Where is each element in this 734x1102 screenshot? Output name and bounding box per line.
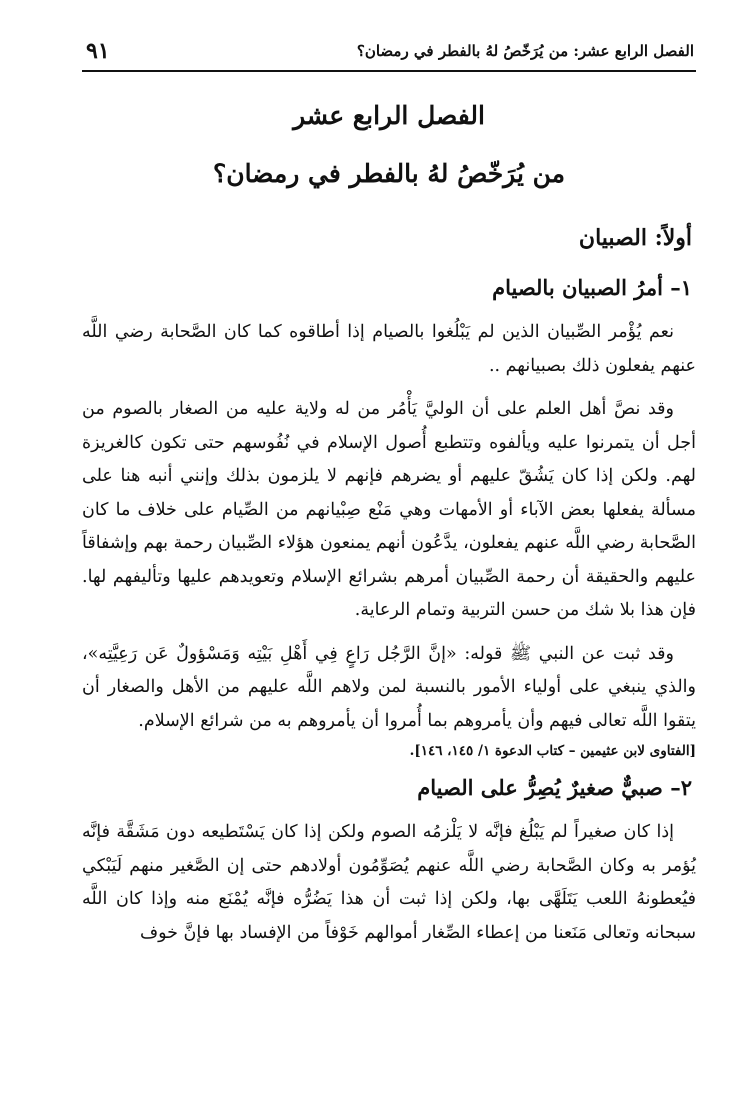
subsection-heading: ١– أمرُ الصبيان بالصيام <box>492 275 692 300</box>
paragraph: وقد نصَّ أهل العلم على أن الوليَّ يَأْمُر من له ولاية عليه من الصغار بالصوم من أجل أن يتمرنوا عليه ويألفوه وتتطبع أُصول الإسلام في نُفُوسهم حتى تكون كالغريزة لهم. ولكن إذا كان يَشُقّ عليهم أو يضرهم فإنهم لا يلزمون بذلك وإنني أنبه هنا على مسألة يفعلها بعض الآباء أو الأمهات وهي مَنْع صِبْيانهم من الصِّيام على خلاف ما كان الصَّحابة رضي اللَّه عنهم يفعلون، يدَّعُون أنهم يمنعون هؤلاء الصِّبيان رحمة بهم وإشفاقاً عليهم والحقيقة أن رحمة الصِّبيان أمرهم بشرائع الإسلام وتعويدهم عليها وتأليفهم لها. فإن هذا بلا شك من حسن التربية وتمام الرعاية. <box>82 399 696 620</box>
chapter-title: الفصل الرابع عشر <box>293 101 485 130</box>
paragraph: إذا كان صغيراً لم يَبْلُغ فإنَّه لا يَلْزمُه الصوم ولكن إذا كان يَسْتَطيعه دون مَشَقَّة فإنَّه يُؤمر به وكان الصَّحابة رضي اللَّه عنهم يُصَوِّمُون أولادهم حتى إن الصَّغير منهم لَيَبْكي فيُعطونهُ اللعب يَتَلَهَّى بها، ولكن إذا ثبت أن هذا يَضُرُّه فإنَّه يُمْنَع منه وإذا كان اللَّه سبحانه وتعالى مَنَعنا من إعطاء الصِّغار أموالهم خَوْفاً من الإفساد بها فإنَّ خوف <box>82 822 696 943</box>
citation: [الفتاوى لابن عثيمين – كتاب الدعوة ١/ ١٤٥، ١٤٦]. <box>409 743 696 759</box>
section-heading: أولاً: الصبيان <box>578 225 692 251</box>
chapter-subtitle: من يُرَخّصُ لهُ بالفطر في رمضان؟ <box>212 159 566 188</box>
paragraph: وقد ثبت عن النبي ﷺ قوله: «إنَّ الرَّجُل رَاعٍ فِي أَهْلِ بَيْتِه وَمَسْؤولٌ عَن رَعِيَّتِه»، والذي ينبغي على أولياء الأمور بالنسبة لمن ولاهم اللَّه عليهم من الأهل والصغار أن يتقوا اللَّه تعالى فيهم وأن يأمروهم بما أُمروا أن يأمروهم به من شرائع الإسلام. <box>82 643 696 731</box>
running-header <box>86 38 694 68</box>
paragraph: نعم يُؤْمر الصِّبيان الذين لم يَبْلُغوا بالصيام إذا أطاقوه كما كان الصَّحابة رضي اللَّه عنهم يفعلون ذلك بصبيانهم .. <box>82 322 696 376</box>
page-number: ٩١ <box>86 38 110 64</box>
page-content <box>82 92 696 950</box>
header-rule <box>82 70 696 72</box>
subsection-heading: ٢– صبيٌّ صغيرٌ يُصِرُّ على الصيام <box>417 775 692 800</box>
running-title: الفصل الرابع عشر: من يُرَخّصُ لهُ بالفطر في رمضان؟ <box>356 42 694 60</box>
